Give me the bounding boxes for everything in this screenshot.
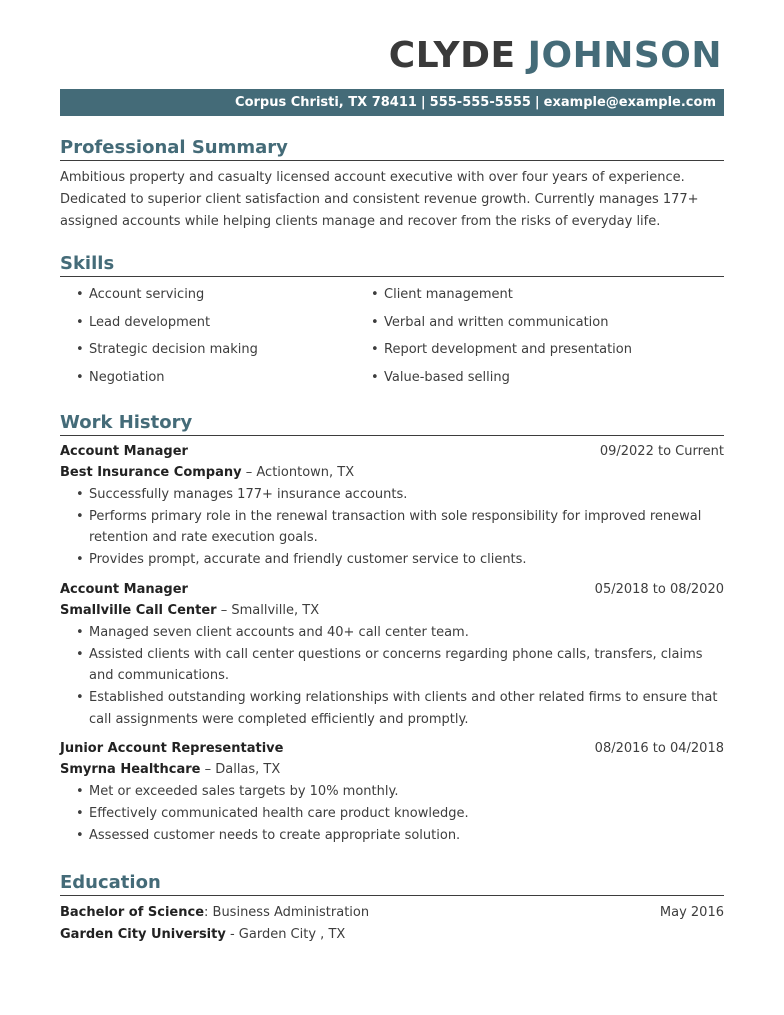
degree-name: Bachelor of Science <box>60 905 205 920</box>
job-title: Junior Account Representative <box>60 741 284 757</box>
contact-phone: 555-555-5555 <box>429 95 531 110</box>
school-location: - Garden City , TX <box>225 927 346 942</box>
job-dates: 09/2022 to Current <box>599 444 724 459</box>
company-line <box>60 759 724 780</box>
section-title-work-history: Work History <box>60 411 724 436</box>
job-title: Account Manager <box>60 444 188 459</box>
education-section <box>60 871 724 946</box>
company-name: Best Insurance Company <box>60 465 242 480</box>
section-title-education: Education <box>60 871 724 896</box>
job-entry <box>60 441 724 571</box>
section-title-summary: Professional Summary <box>60 136 724 161</box>
job-bullets <box>60 781 724 846</box>
skill-item: • Value-based selling <box>355 364 650 392</box>
job-bullet: • Effectively communicated health care product knowledge. <box>60 803 724 825</box>
job-bullets <box>60 622 724 731</box>
job-entry <box>60 738 724 846</box>
job-dates: 05/2018 to 08/2020 <box>594 581 724 597</box>
first-name: CLYDE <box>388 35 516 76</box>
skill-item: • Negotiation <box>60 364 355 392</box>
company-location: – Smallville, TX <box>220 602 320 618</box>
skills-section <box>60 252 724 391</box>
company-location: – Actiontown, TX <box>245 465 355 480</box>
education-date: May 2016 <box>659 905 724 920</box>
job-dates: 08/2016 to 04/2018 <box>594 741 724 757</box>
contact-separator: | <box>534 95 540 110</box>
skill-item: • Account servicing <box>60 281 355 309</box>
skills-column-left <box>60 281 355 391</box>
section-title-skills: Skills <box>60 252 724 277</box>
job-bullet: • Assessed customer needs to create appropriate solution. <box>60 825 724 847</box>
last-name: JOHNSON <box>527 35 722 76</box>
skills-grid <box>60 281 724 391</box>
company-name: Smyrna Healthcare <box>60 762 201 778</box>
job-bullet: • Assisted clients with call center questions or concerns regarding phone calls, transfers, claims and communications. <box>60 644 724 687</box>
work-history-section <box>60 411 724 846</box>
job-title: Account Manager <box>60 581 188 597</box>
company-line <box>60 462 724 483</box>
job-bullets <box>60 484 724 571</box>
job-bullet: • Established outstanding working relationships with clients and other related firms to ensure that call assignments were completed efficiently and promptly. <box>60 687 724 730</box>
school-name: Garden City University <box>60 927 226 942</box>
job-bullet: • Performs primary role in the renewal transaction with sole responsibility for improved renewal retention and rate execution goals. <box>60 506 724 549</box>
skill-item: • Client management <box>355 281 650 309</box>
skills-column-right <box>355 281 650 391</box>
company-location: – Dallas, TX <box>204 762 281 778</box>
skill-item: • Lead development <box>60 309 355 337</box>
contact-separator: | <box>420 95 426 110</box>
education-school-row <box>60 924 724 946</box>
company-line <box>60 600 724 621</box>
degree-field: : Business Administration <box>204 905 370 920</box>
job-entry <box>60 579 724 731</box>
education-degree-row <box>60 902 724 924</box>
skill-item: • Verbal and written communication <box>355 309 650 337</box>
job-bullet: • Met or exceeded sales targets by 10% monthly. <box>60 781 724 803</box>
skill-item: • Report development and presentation <box>355 336 650 364</box>
summary-section <box>60 136 724 233</box>
summary-text: Ambitious property and casualty licensed account executive with over four years of experience. Dedicated to superior client satisfaction and consistent revenue growth. Currently manages 177+ assigned accounts while helping clients manage and recover from the risks of everyday life. <box>60 170 699 229</box>
contact-bar <box>60 89 724 116</box>
contact-location: Corpus Christi, TX 78411 <box>235 95 417 110</box>
candidate-name <box>389 34 722 78</box>
job-bullet: • Managed seven client accounts and 40+ call center team. <box>60 622 724 644</box>
company-name: Smallville Call Center <box>60 602 217 618</box>
skill-item: • Strategic decision making <box>60 336 355 364</box>
job-bullet: • Successfully manages 177+ insurance accounts. <box>60 484 724 506</box>
contact-email: example@example.com <box>543 95 716 110</box>
job-bullet: • Provides prompt, accurate and friendly customer service to clients. <box>60 549 724 571</box>
